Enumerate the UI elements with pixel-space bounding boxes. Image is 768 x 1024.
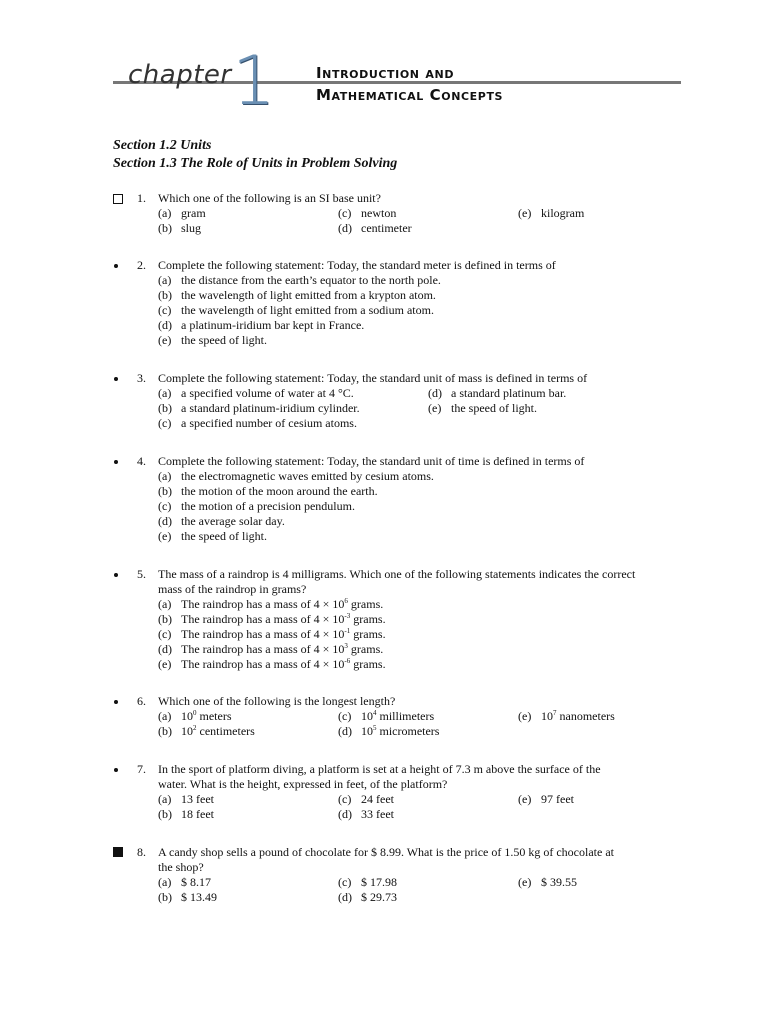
option: (b) the motion of the moon around the earth. — [158, 484, 378, 498]
question-number: 4. — [137, 454, 146, 468]
filled-square-marker — [113, 847, 123, 857]
option: (e) The raindrop has a mass of $4 \times 10^{-6}$ grams. — [158, 657, 386, 671]
section-heading: Section 1.2 Units — [113, 138, 212, 153]
option: (a) the distance from the earth’s equator to the north pole. — [158, 273, 441, 287]
option: (e) the speed of light. — [158, 333, 267, 347]
option: (e) kilogram — [518, 206, 585, 220]
option: (b) 18 feet — [158, 807, 214, 821]
option: (d) the average solar day. — [158, 514, 285, 528]
option: (c) the motion of a precision pendulum. — [158, 499, 355, 513]
option: (e) 97 feet — [518, 792, 574, 806]
option: (b) $ 13.49 — [158, 890, 217, 904]
question-stem: A candy shop sells a pound of chocolate for $ 8.99. What is the price of 1.50 kg of chocolate at the shop? — [158, 845, 614, 874]
option: (d) $10^5$ micrometers — [338, 724, 440, 738]
option: (c) $ 17.98 — [338, 875, 397, 889]
section-headings — [113, 137, 397, 173]
bullet-marker — [114, 573, 118, 577]
option: (b) $10^2$ centimeters — [158, 724, 255, 738]
bullet-marker — [114, 700, 118, 704]
chapter-title-line-1: Introduction and — [316, 64, 455, 82]
option: (e) $10^7$ nanometers — [518, 709, 615, 723]
checkbox-marker[interactable] — [113, 194, 123, 204]
option: (b) a standard platinum-iridium cylinder. — [158, 401, 360, 415]
chapter-title — [316, 62, 503, 106]
option: (b) slug — [158, 221, 202, 235]
option: (d) $ 29.73 — [338, 890, 397, 904]
question-number: 3. — [137, 371, 146, 385]
option: (e) $ 39.55 — [518, 875, 577, 889]
question-stem: Which one of the following is an SI base unit? — [158, 191, 381, 205]
bullet-marker — [114, 377, 118, 381]
option: (c) The raindrop has a mass of $4 \times 10^{-1}$ grams. — [158, 627, 386, 641]
option: (c) newton — [338, 206, 397, 220]
chapter-header — [0, 0, 768, 130]
question-number: 1. — [137, 191, 146, 205]
option: (a) a specified volume of water at 4 °C. — [158, 386, 354, 400]
option: (a) 13 feet — [158, 792, 214, 806]
bullet-marker — [114, 768, 118, 772]
option: (d) 33 feet — [338, 807, 394, 821]
question-number: 5. — [137, 567, 146, 581]
option: (a) $10^0$ meters — [158, 709, 232, 723]
section-heading: Section 1.3 The Role of Units in Problem Solving — [113, 156, 398, 171]
option: (a) $ 8.17 — [158, 875, 211, 889]
question-stem: Which one of the following is the longest length? — [158, 694, 396, 708]
question-stem: Complete the following statement: Today, the standard unit of mass is defined in terms of — [158, 371, 588, 385]
question-stem: Complete the following statement: Today, the standard meter is defined in terms of — [158, 258, 556, 272]
option: (d) a platinum-iridium bar kept in France. — [158, 318, 365, 332]
option: (c) the wavelength of light emitted from a sodium atom. — [158, 303, 434, 317]
question-number: 6. — [137, 694, 146, 708]
option: (c) a specified number of cesium atoms. — [158, 416, 357, 430]
question-stem: The mass of a raindrop is 4 milligrams. Which one of the following statements indicates the correct mass of the raindrop in grams? — [158, 567, 636, 596]
question-number: 8. — [137, 845, 146, 859]
option: (a) gram — [158, 206, 206, 220]
option: (d) The raindrop has a mass of $4 \times 10^3$ grams. — [158, 642, 384, 656]
question-stem: In the sport of platform diving, a platform is set at a height of 7.3 m above the surface of the water. What is the height, expressed in feet, of the platform? — [158, 762, 601, 791]
bullet-marker — [114, 460, 118, 464]
chapter-word: chapter — [128, 60, 232, 90]
option: (c) $10^4$ millimeters — [338, 709, 435, 723]
option: (e) the speed of light. — [428, 401, 537, 415]
question-number: 2. — [137, 258, 146, 272]
question-stem: Complete the following statement: Today, the standard unit of time is defined in terms of — [158, 454, 585, 468]
chapter-number: 1 — [232, 42, 276, 121]
option: (c) 24 feet — [338, 792, 394, 806]
option: (d) a standard platinum bar. — [428, 386, 567, 400]
bullet-marker — [114, 264, 118, 268]
option: (b) The raindrop has a mass of $4 \times 10^{-3}$ grams. — [158, 612, 386, 626]
option: (a) the electromagnetic waves emitted by cesium atoms. — [158, 469, 434, 483]
option: (e) the speed of light. — [158, 529, 267, 543]
option: (d) centimeter — [338, 221, 412, 235]
option: (a) The raindrop has a mass of $4 \times 10^6$ grams. — [158, 597, 384, 611]
chapter-title-line-2: Mathematical Concepts — [316, 86, 504, 104]
question-number: 7. — [137, 762, 146, 776]
option: (b) the wavelength of light emitted from a krypton atom. — [158, 288, 436, 302]
